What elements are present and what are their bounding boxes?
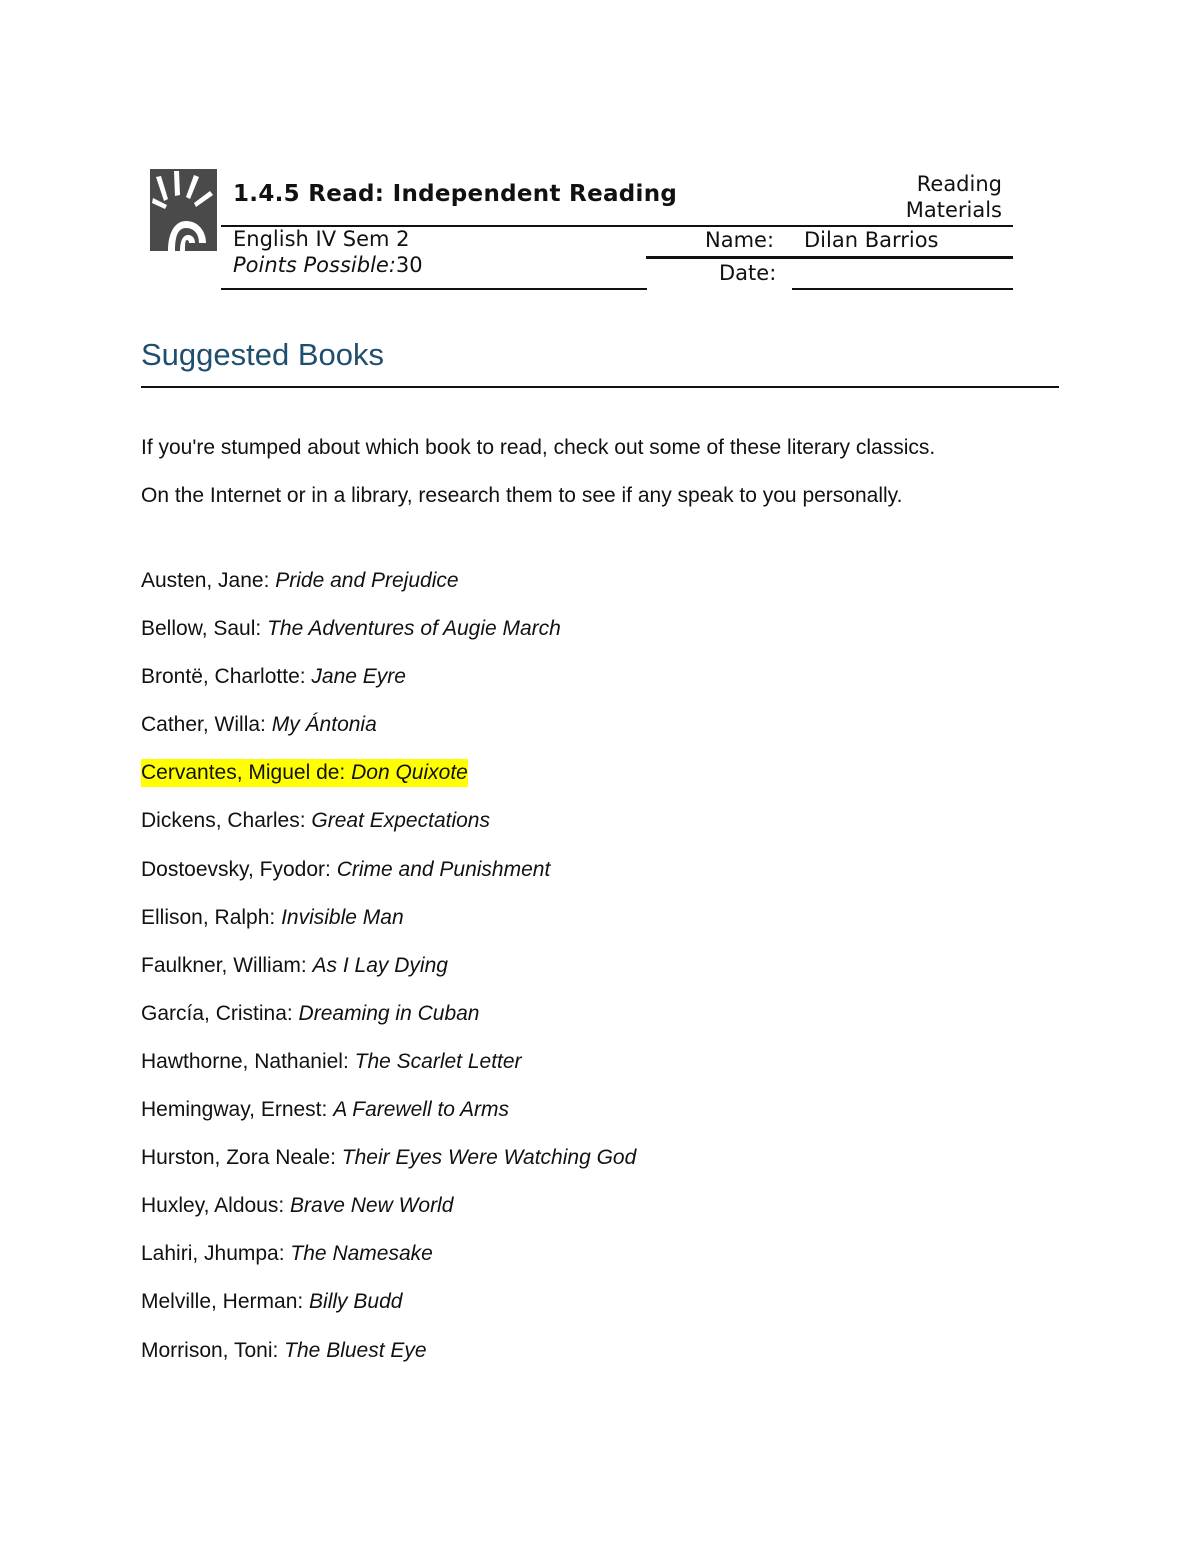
book-entry bbox=[141, 1192, 453, 1220]
document-title: 1.4.5 Read: Independent Reading bbox=[233, 181, 678, 207]
book-title: Invisible Man bbox=[281, 905, 404, 929]
book-author: Lahiri, Jhumpa: bbox=[141, 1242, 291, 1266]
book-author: Hurston, Zora Neale: bbox=[141, 1146, 342, 1170]
book-author: Cervantes, Miguel de: bbox=[141, 761, 352, 785]
book-title: The Scarlet Letter bbox=[354, 1049, 522, 1073]
book-author: Hawthorne, Nathaniel: bbox=[141, 1049, 355, 1073]
book-list-item bbox=[141, 1096, 636, 1144]
section-heading: Suggested Books bbox=[141, 337, 385, 372]
book-entry bbox=[141, 807, 490, 835]
book-author: Bellow, Saul: bbox=[141, 617, 268, 641]
points-label: Points Possible: bbox=[233, 253, 396, 277]
book-title: The Bluest Eye bbox=[284, 1338, 427, 1362]
book-list-item bbox=[141, 1000, 636, 1048]
book-list-item bbox=[141, 1192, 636, 1240]
book-entry bbox=[141, 615, 561, 643]
book-entry bbox=[141, 1240, 433, 1268]
book-author: Faulkner, William: bbox=[141, 953, 313, 977]
book-list-item bbox=[141, 759, 636, 807]
section-divider bbox=[141, 386, 1059, 388]
book-title: A Farewell to Arms bbox=[333, 1098, 510, 1122]
book-title: Don Quixote bbox=[351, 761, 468, 785]
book-author: Cather, Willa: bbox=[141, 713, 272, 737]
book-author: Melville, Herman: bbox=[141, 1290, 310, 1314]
book-title: Dreaming in Cuban bbox=[298, 1001, 480, 1025]
course-underline bbox=[221, 288, 647, 290]
sun-logo-icon bbox=[150, 169, 217, 251]
name-underline bbox=[646, 256, 1013, 259]
name-label: Name: bbox=[705, 228, 775, 252]
book-title: My Ántonia bbox=[271, 713, 377, 737]
course-name: English IV Sem 2 bbox=[233, 227, 410, 251]
book-entry bbox=[141, 904, 404, 932]
book-author: Huxley, Aldous: bbox=[141, 1194, 291, 1218]
name-value[interactable]: Dilan Barrios bbox=[804, 228, 939, 252]
book-list-item bbox=[141, 1337, 636, 1385]
book-entry bbox=[141, 711, 377, 739]
book-list-item bbox=[141, 567, 636, 615]
book-author: Austen, Jane: bbox=[141, 569, 276, 592]
book-list-item bbox=[141, 1048, 636, 1096]
date-label: Date: bbox=[719, 261, 777, 285]
book-title: The Adventures of Augie March bbox=[267, 617, 561, 641]
book-entry bbox=[141, 1144, 636, 1172]
book-title: Billy Budd bbox=[309, 1290, 403, 1314]
book-entry bbox=[141, 856, 550, 884]
book-title: Crime and Punishment bbox=[336, 857, 551, 881]
intro-line-1: If you're stumped about which book to read, check out some of these literary classics. bbox=[141, 436, 936, 459]
book-title: Pride and Prejudice bbox=[275, 569, 459, 592]
book-author: Morrison, Toni: bbox=[141, 1338, 285, 1362]
book-list-item bbox=[141, 1144, 636, 1192]
book-entry bbox=[141, 1048, 522, 1076]
book-list-item bbox=[141, 711, 636, 759]
book-list-item bbox=[141, 663, 636, 711]
highlighted-book-entry bbox=[141, 759, 468, 787]
book-title: Jane Eyre bbox=[311, 665, 406, 689]
book-entry bbox=[141, 1096, 509, 1124]
book-title: Great Expectations bbox=[311, 809, 490, 833]
document-type-line1: Reading bbox=[916, 172, 1002, 196]
book-list bbox=[141, 567, 636, 1385]
book-list-item bbox=[141, 952, 636, 1000]
book-author: Ellison, Ralph: bbox=[141, 905, 282, 929]
book-list-item bbox=[141, 615, 636, 663]
intro-line-2: On the Internet or in a library, research them to see if any speak to you personally. bbox=[141, 484, 903, 507]
book-title: As I Lay Dying bbox=[312, 953, 448, 977]
book-list-item bbox=[141, 807, 636, 855]
document-type bbox=[802, 171, 1002, 223]
book-list-item bbox=[141, 1288, 636, 1336]
book-title: Brave New World bbox=[290, 1194, 454, 1218]
book-title: Their Eyes Were Watching God bbox=[341, 1146, 637, 1170]
book-entry bbox=[141, 1000, 479, 1028]
book-author: Dostoevsky, Fyodor: bbox=[141, 857, 337, 881]
book-author: Dickens, Charles: bbox=[141, 809, 312, 833]
book-author: Hemingway, Ernest: bbox=[141, 1098, 334, 1122]
book-entry bbox=[141, 1288, 402, 1316]
book-author: Brontë, Charlotte: bbox=[141, 665, 312, 689]
book-list-item bbox=[141, 1240, 636, 1288]
book-entry bbox=[141, 952, 448, 980]
book-title: The Namesake bbox=[290, 1242, 433, 1266]
book-list-item bbox=[141, 856, 636, 904]
book-entry bbox=[141, 567, 459, 595]
book-entry bbox=[141, 1337, 427, 1365]
book-list-item bbox=[141, 904, 636, 952]
points-value: 30 bbox=[395, 253, 423, 277]
date-field[interactable] bbox=[792, 288, 1013, 290]
document-type-line2: Materials bbox=[905, 198, 1002, 222]
book-author: García, Cristina: bbox=[141, 1001, 299, 1025]
points-possible bbox=[233, 253, 423, 277]
book-entry bbox=[141, 663, 406, 691]
